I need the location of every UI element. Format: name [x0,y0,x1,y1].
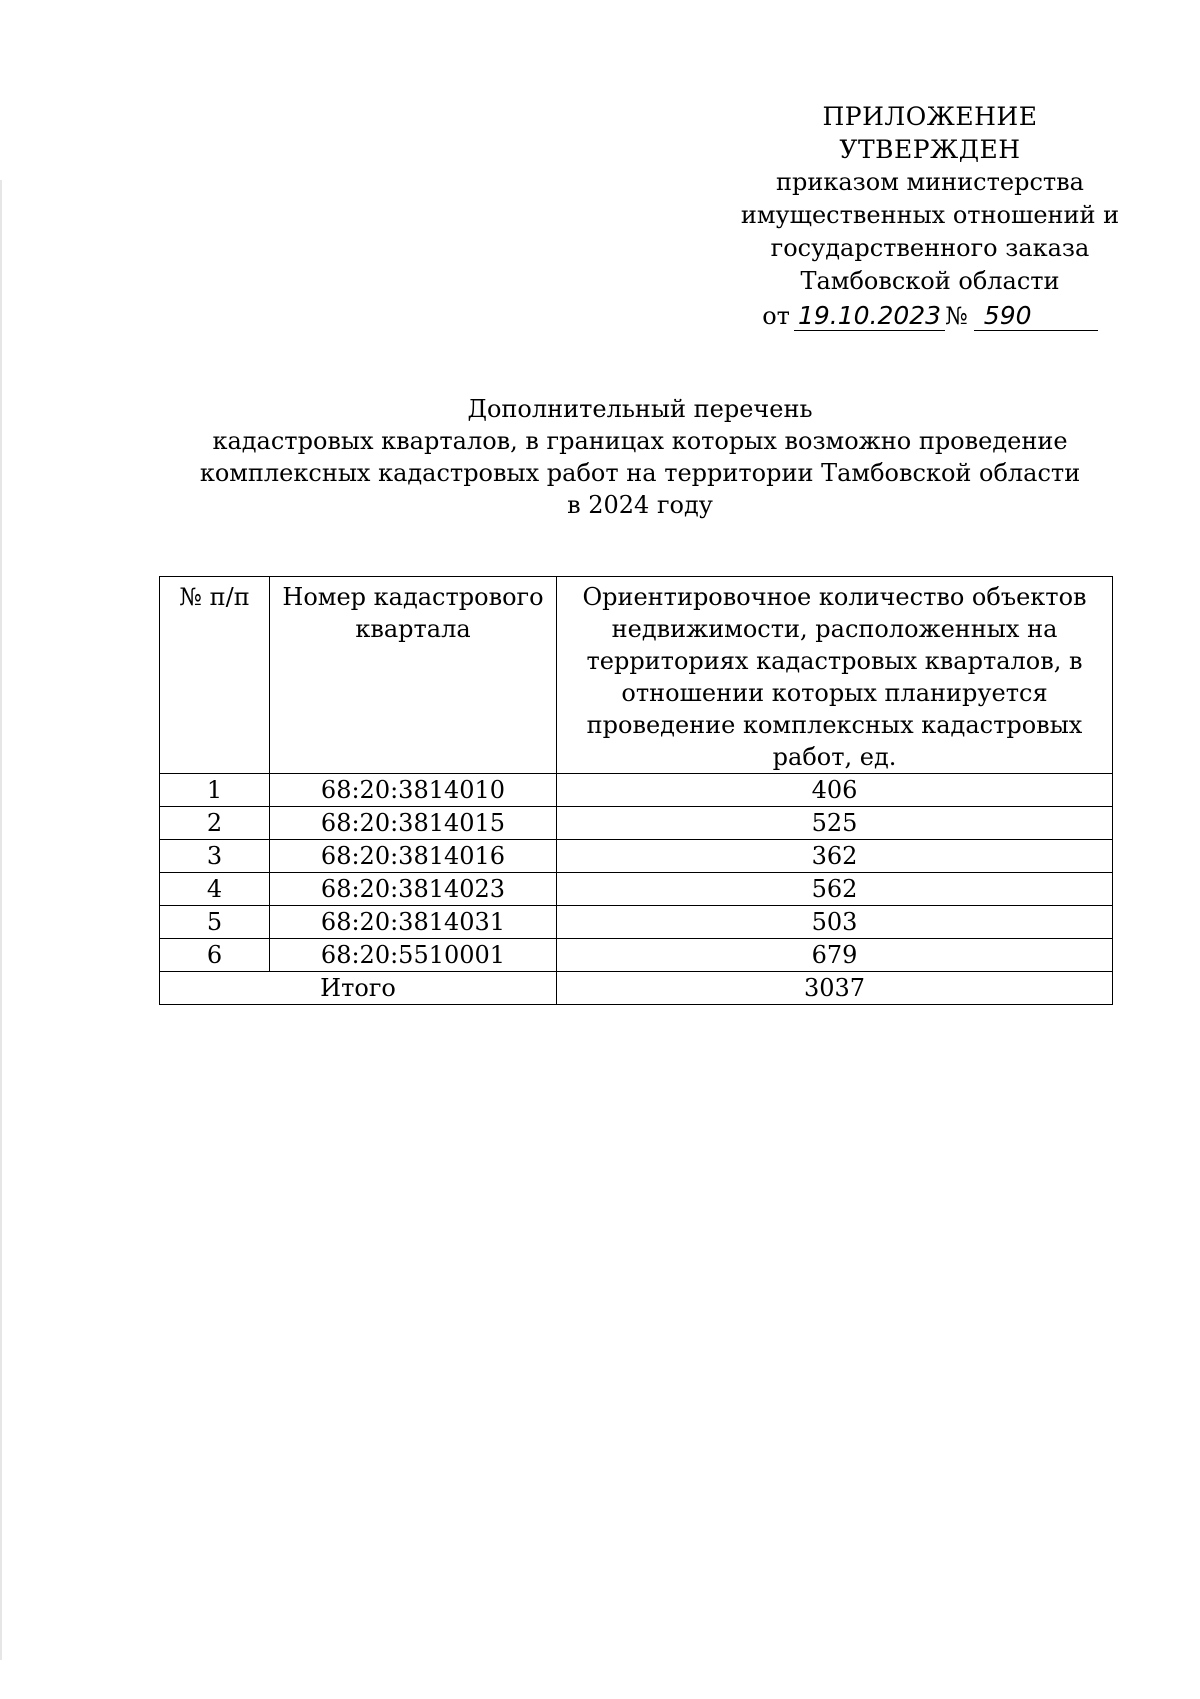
heading-line-2: кадастровых кварталов, в границах которых возможно проведение [212,427,1068,455]
row-cadastral-number: 68:20:5510001 [270,939,557,972]
approval-region-line: Тамбовской области [800,267,1060,295]
row-cadastral-number: 68:20:3814023 [270,873,557,906]
row-index: 4 [160,873,270,906]
row-index: 6 [160,939,270,972]
table-row [160,906,1113,939]
approval-status: УТВЕРЖДЕН [839,135,1021,164]
row-index: 1 [160,774,270,807]
scan-edge-shadow [0,180,2,1660]
row-index: 3 [160,840,270,873]
date-prefix: от [762,302,790,330]
table-row [160,939,1113,972]
approval-ministry-line: имущественных отношений и [740,201,1120,229]
handwritten-date: 19.10.2023 [794,302,945,331]
row-index: 2 [160,807,270,840]
table-total-row [160,972,1113,1005]
row-cadastral-number: 68:20:3814010 [270,774,557,807]
row-object-count: 525 [557,807,1113,840]
table-header-row [160,577,1113,774]
row-cadastral-number: 68:20:3814031 [270,906,557,939]
handwritten-number: 590 [974,302,1098,331]
row-cadastral-number: 68:20:3814016 [270,840,557,873]
row-index: 5 [160,906,270,939]
row-object-count: 679 [557,939,1113,972]
table-row [160,774,1113,807]
row-object-count: 562 [557,873,1113,906]
heading-line-4: в 2024 году [567,491,713,519]
table-row [160,873,1113,906]
number-sign: № [945,302,968,330]
table-row [160,807,1113,840]
total-value: 3037 [557,972,1113,1005]
approval-title: ПРИЛОЖЕНИЕ [822,102,1038,131]
document-heading [150,393,1130,521]
heading-line-3: комплексных кадастровых работ на территории Тамбовской области [199,459,1081,487]
total-label: Итого [160,972,557,1005]
approval-block [720,100,1140,333]
approval-date-number-line [720,300,1140,333]
row-object-count: 406 [557,774,1113,807]
approval-ministry-line-2: государственного заказа [770,234,1090,262]
row-object-count: 362 [557,840,1113,873]
header-object-count: Ориентировочное количество объектов недвижимости, расположенных на территориях кадастровых кварталов, в отношении которых планируется проведение комплексных кадастровых работ, ед. [557,577,1113,774]
heading-line-1: Дополнительный перечень [467,395,813,423]
row-cadastral-number: 68:20:3814015 [270,807,557,840]
approval-order-line: приказом министерства [776,168,1084,196]
row-object-count: 503 [557,906,1113,939]
cadastral-table [159,576,1113,1005]
table-row [160,840,1113,873]
header-number: № п/п [160,577,270,774]
header-cadastral-number: Номер кадастрового квартала [270,577,557,774]
cadastral-table-wrapper [159,576,1112,1005]
